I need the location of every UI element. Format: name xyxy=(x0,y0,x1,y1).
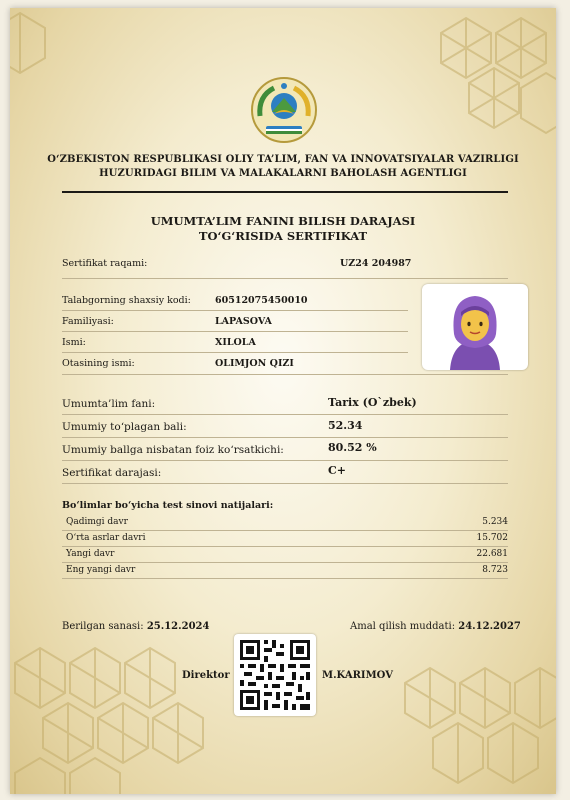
section-row-value: 15.702 xyxy=(476,533,508,543)
certificate-title-line-2: TO‘G‘RISIDA SERTIFIKAT xyxy=(198,229,368,243)
patronymic-label: Otasining ismi: xyxy=(62,358,135,369)
total-score-label: Umumiy to‘plagan bali: xyxy=(62,421,187,433)
sections-title: Bo‘limlar bo‘yicha test sinovi natijalari: xyxy=(62,500,274,511)
certificate-level-label: Sertifikat darajasi: xyxy=(62,467,162,479)
row-divider xyxy=(62,310,408,311)
row-divider xyxy=(62,352,408,353)
person-in-hijab-icon xyxy=(422,284,528,370)
row-divider xyxy=(62,483,508,484)
percent-label: Umumiy ballga nisbatan foiz ko‘rsatkichi: xyxy=(62,444,284,456)
section-row-value: 8.723 xyxy=(482,565,508,575)
director-name: M.KARIMOV xyxy=(322,670,393,681)
applicant-photo xyxy=(422,284,528,370)
issue-date-label: Berilgan sanasi: xyxy=(62,621,144,632)
row-divider xyxy=(62,374,508,375)
personal-code-value: 60512075450010 xyxy=(215,295,308,306)
section-row-value: 22.681 xyxy=(476,549,508,559)
section-row-name: Yangi davr xyxy=(66,549,115,559)
personal-code-label: Talabgorning shaxsiy kodi: xyxy=(62,295,191,306)
state-emblem-icon xyxy=(250,76,318,144)
surname-value: LAPASOVA xyxy=(215,316,272,327)
issue-date-value: 25.12.2024 xyxy=(146,621,210,632)
row-divider xyxy=(62,546,508,547)
validity-date xyxy=(350,621,521,632)
row-divider xyxy=(62,562,508,563)
validity-date-label: Amal qilish muddati: xyxy=(350,621,456,632)
patronymic-value: OLIMJON QIZI xyxy=(215,358,294,369)
issue-date xyxy=(62,621,209,632)
row-divider xyxy=(62,414,508,415)
row-divider xyxy=(62,437,508,438)
pattern-bottom-right-decoration xyxy=(370,648,556,794)
row-divider xyxy=(62,331,408,332)
director-label: Direktor xyxy=(182,670,230,681)
total-score-value: 52.34 xyxy=(328,419,363,432)
subject-label: Umumta’lim fani: xyxy=(62,398,156,410)
header-divider xyxy=(62,191,508,193)
certificate-number-value: UZ24 204987 xyxy=(340,258,412,269)
qr-code[interactable] xyxy=(234,634,316,716)
pattern-bottom-left-decoration xyxy=(10,628,220,794)
percent-value: 80.52 % xyxy=(328,441,377,454)
first-name-value: XILOLA xyxy=(215,337,256,348)
surname-label: Familiyasi: xyxy=(62,316,114,327)
row-divider xyxy=(62,530,508,531)
pattern-top-right-decoration xyxy=(406,8,556,148)
certificate-document xyxy=(10,8,556,794)
organization-line-2: HUZURIDAGI BILIM VA MALAKALARNI BAHOLASH AGENTLIGI xyxy=(99,168,467,179)
section-row-name: Qadimgi davr xyxy=(66,517,128,527)
section-row-name: Eng yangi davr xyxy=(66,565,136,575)
certificate-title-line-1: UMUMTA’LIM FANINI BILISH DARAJASI xyxy=(150,214,416,228)
validity-date-value: 24.12.2027 xyxy=(458,621,521,632)
section-row-name: O‘rta asrlar davri xyxy=(66,533,146,543)
certificate-number-label: Sertifikat raqami: xyxy=(62,258,148,269)
qr-code-icon xyxy=(234,634,316,716)
organization-line-1: O‘ZBEKISTON RESPUBLIKASI OLIY TA’LIM, FAN VA INNOVATSIYALAR VAZIRLIGI xyxy=(47,154,519,165)
section-row-value: 5.234 xyxy=(482,517,508,527)
first-name-label: Ismi: xyxy=(62,337,86,348)
row-divider xyxy=(62,460,508,461)
subject-value: Tarix (O`zbek) xyxy=(328,396,417,409)
pattern-top-left-decoration xyxy=(10,8,70,88)
certificate-level-value: C+ xyxy=(328,464,346,477)
row-divider xyxy=(62,578,508,579)
section-divider xyxy=(62,278,508,279)
